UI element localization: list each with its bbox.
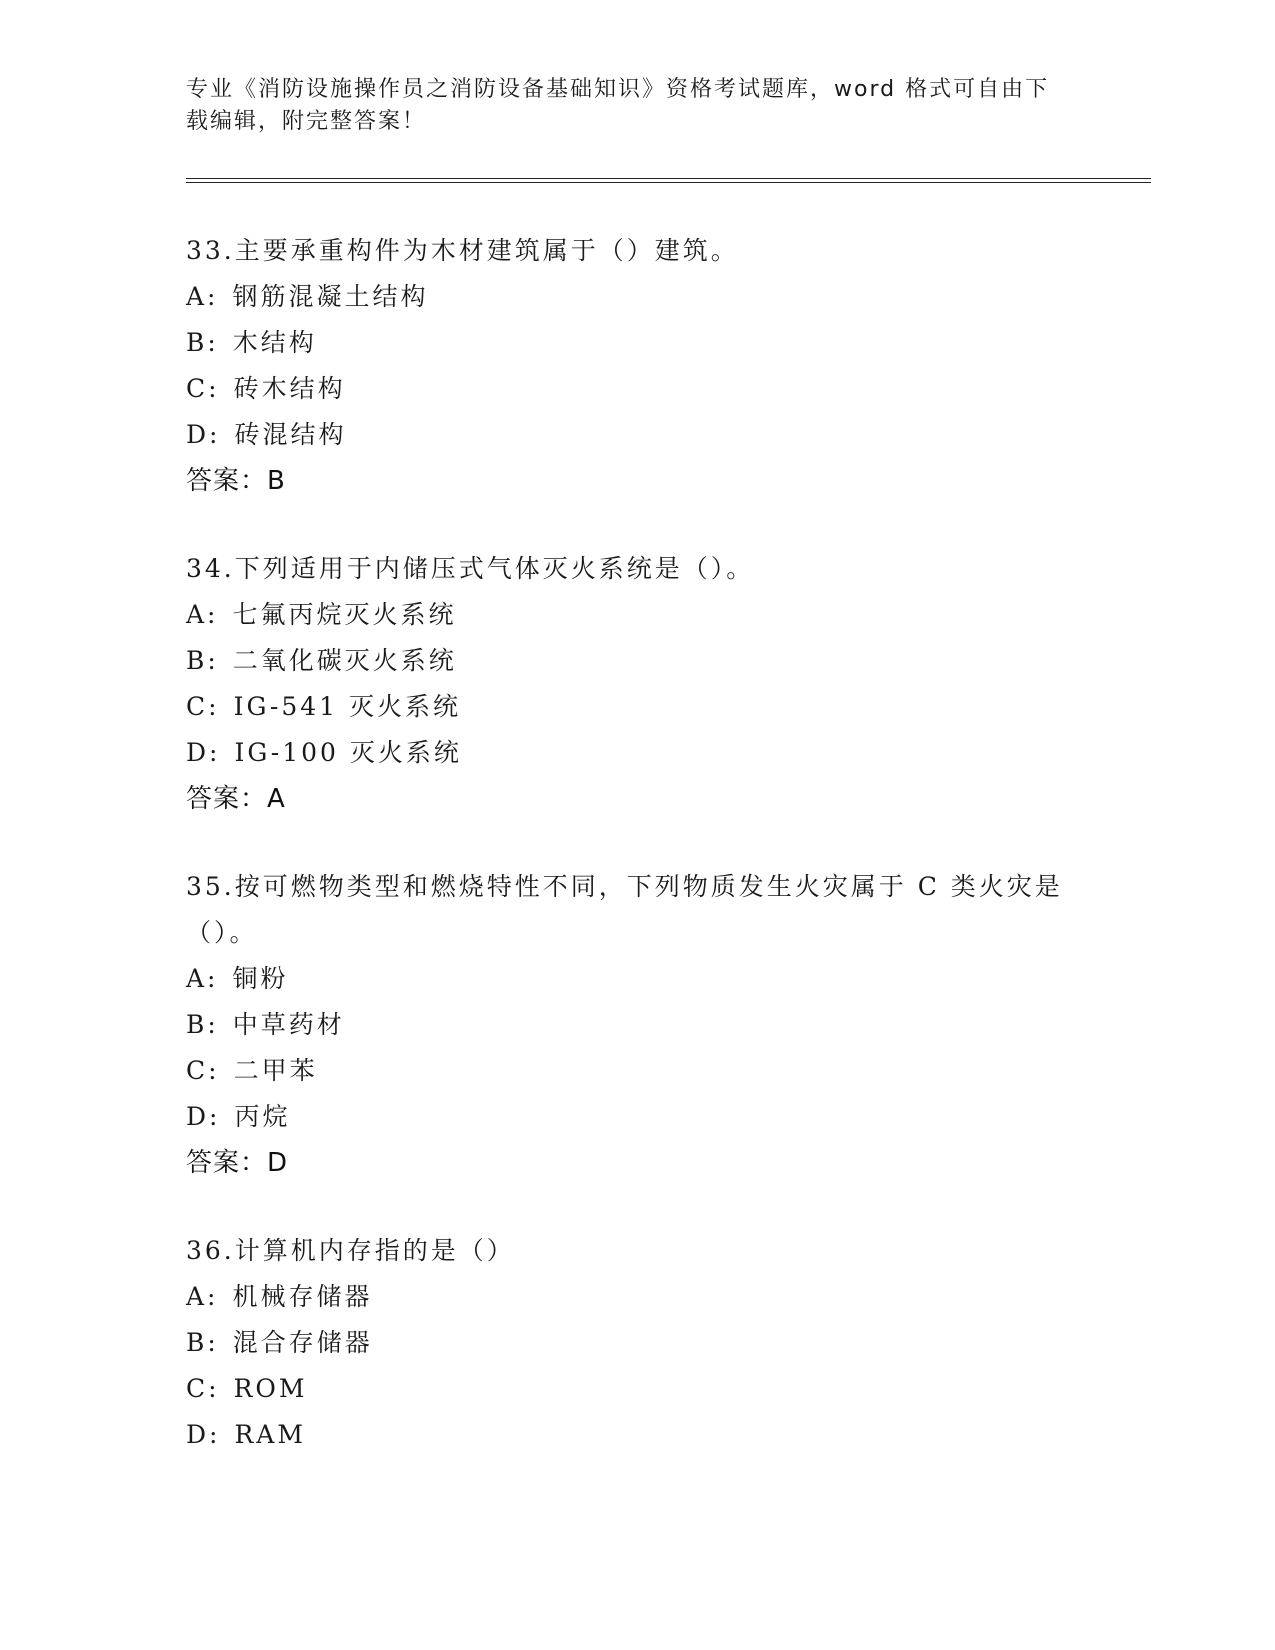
option-a: [186, 274, 1086, 320]
option-text: ROM: [233, 1374, 308, 1403]
option-b: [186, 320, 1086, 366]
question-block: [186, 546, 1086, 822]
header-divider-bottom: [186, 182, 1151, 183]
option-text: 混合存储器: [232, 1328, 373, 1357]
answer-label: 答案：B: [186, 466, 286, 496]
option-text: 二氧化碳灭火系统: [232, 646, 457, 675]
option-a: [186, 1274, 1086, 1320]
header-line-2: 载编辑，附完整答案！: [186, 109, 427, 134]
header-divider-top: [186, 178, 1151, 179]
question-stem: 34.下列适用于内储压式气体灭火系统是（）。: [186, 554, 755, 583]
question-stem: 35.按可燃物类型和燃烧特性不同，下列物质发生火灾属于 C 类火灾是（）。: [186, 872, 1063, 947]
option-key: A:: [186, 600, 219, 629]
option-text: 丙烷: [234, 1102, 291, 1131]
option-key: B:: [186, 1328, 219, 1357]
option-text: 七氟丙烷灭火系统: [232, 600, 457, 629]
option-key: A:: [186, 1282, 219, 1311]
question-block: [186, 1228, 1086, 1458]
option-d: [186, 730, 1086, 776]
option-text: 砖混结构: [234, 420, 347, 449]
document-header: [186, 74, 1066, 138]
option-key: A:: [186, 964, 219, 993]
option-c: [186, 366, 1086, 412]
option-key: C:: [186, 1374, 220, 1403]
option-text: 钢筋混凝土结构: [232, 282, 429, 311]
option-b: [186, 638, 1086, 684]
option-key: D:: [186, 1102, 221, 1131]
option-d: [186, 1094, 1086, 1140]
header-line-1: 专业《消防设施操作员之消防设备基础知识》资格考试题库，word 格式可自由下: [186, 77, 1050, 102]
option-text: 机械存储器: [232, 1282, 373, 1311]
option-d: [186, 412, 1086, 458]
option-key: C:: [186, 1056, 220, 1085]
answer-label: 答案：D: [186, 1148, 289, 1178]
option-text: 铜粉: [232, 964, 289, 993]
question-stem: 33.主要承重构件为木材建筑属于（）建筑。: [186, 236, 739, 265]
option-b: [186, 1002, 1086, 1048]
option-key: D:: [186, 1420, 221, 1449]
option-a: [186, 592, 1086, 638]
option-d: [186, 1412, 1086, 1458]
option-text: 二甲苯: [233, 1056, 318, 1085]
option-key: A:: [186, 282, 219, 311]
option-key: C:: [186, 374, 220, 403]
option-text: 砖木结构: [233, 374, 346, 403]
option-text: IG-541 灭火系统: [233, 692, 461, 721]
option-b: [186, 1320, 1086, 1366]
option-key: B:: [186, 1010, 219, 1039]
option-key: D:: [186, 420, 221, 449]
option-text: 中草药材: [232, 1010, 345, 1039]
option-key: D:: [186, 738, 221, 767]
option-c: [186, 684, 1086, 730]
option-c: [186, 1366, 1086, 1412]
option-a: [186, 956, 1086, 1002]
option-text: IG-100 灭火系统: [234, 738, 462, 767]
question-block: [186, 228, 1086, 504]
option-c: [186, 1048, 1086, 1094]
option-key: B:: [186, 328, 219, 357]
option-text: 木结构: [232, 328, 317, 357]
option-key: C:: [186, 692, 220, 721]
answer-label: 答案：A: [186, 784, 286, 814]
option-key: B:: [186, 646, 219, 675]
option-text: RAM: [234, 1420, 306, 1449]
question-stem: 36.计算机内存指的是（）: [186, 1236, 515, 1265]
question-block: [186, 864, 1086, 1186]
